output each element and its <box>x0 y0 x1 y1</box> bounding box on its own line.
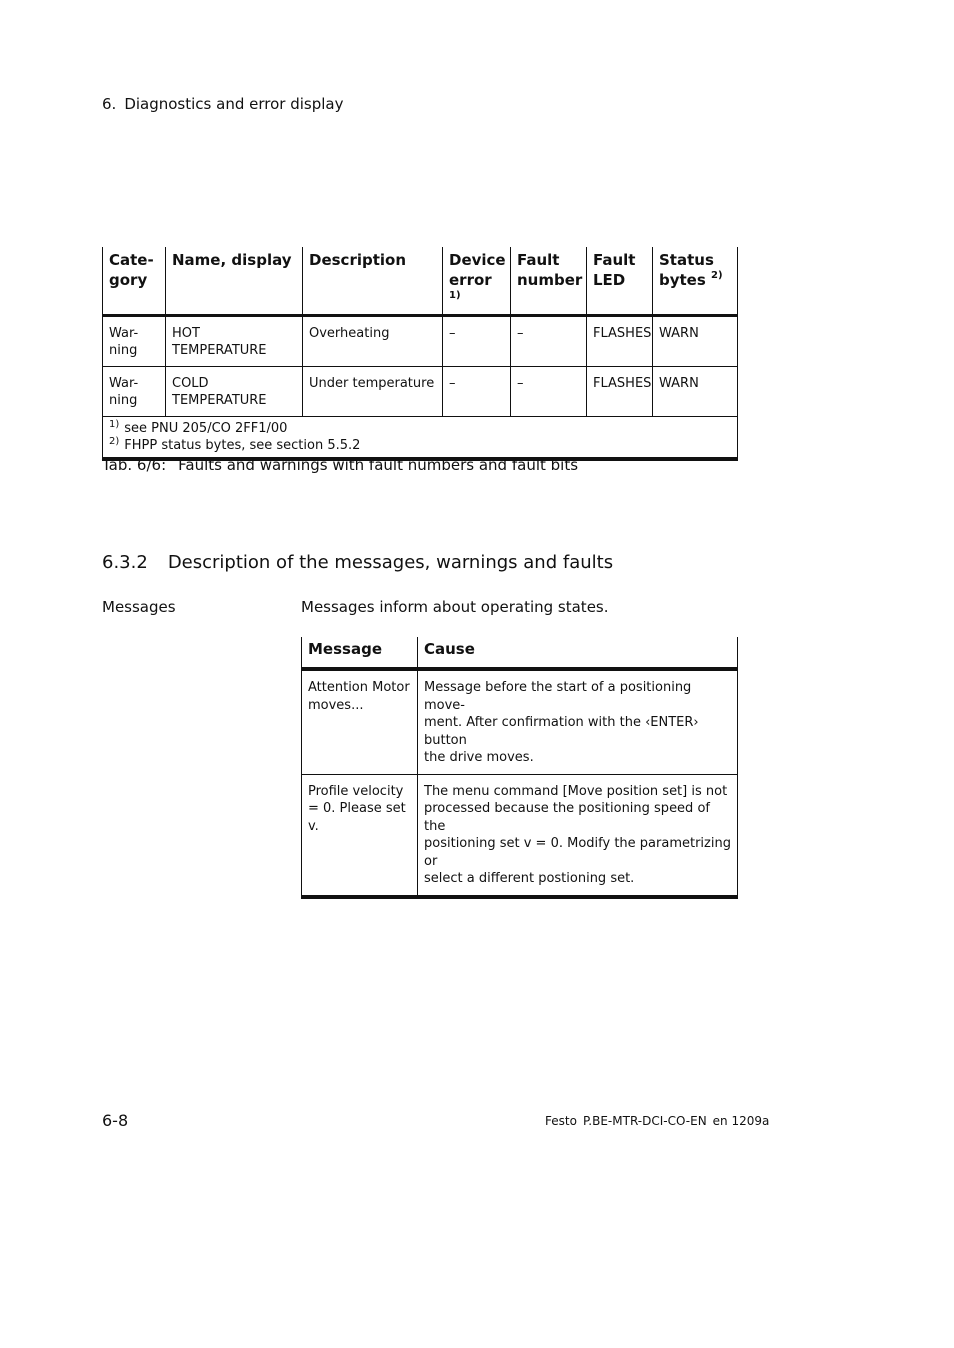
cell-fault-number: – <box>511 316 587 367</box>
cell-status-bytes: WARN <box>653 367 738 417</box>
cell-device-error: – <box>443 316 511 367</box>
messages-table <box>301 637 738 899</box>
col-header-device-error: Device error $^{1)}$ <box>443 247 511 316</box>
cell-status-bytes: WARN <box>653 316 738 367</box>
cell-fault-led: FLASHES <box>587 316 653 367</box>
cell-name-display: COLD TEMPERATURE <box>166 367 303 417</box>
section-heading <box>102 552 613 573</box>
col-header-name-display: Name, display <box>166 247 303 316</box>
cell-cause: The menu command [Move position set] is not processed because the positioning speed of the positioning set v = 0. Modify the parametrizing or select a different postioning set. <box>418 774 738 897</box>
footnote-1: $^{1)}$ see PNU 205/CO 2FF1/00 <box>109 419 288 436</box>
cell-fault-led: FLASHES <box>587 367 653 417</box>
footnote-ref: 2) <box>711 270 723 281</box>
footer-company: Festo <box>545 1114 577 1128</box>
messages-table-header-row <box>302 637 738 669</box>
table-row <box>103 316 738 367</box>
table-caption <box>102 456 578 474</box>
footnotes-row <box>103 417 738 460</box>
cell-description: Overheating <box>303 316 443 367</box>
footnote-ref: 1) <box>449 290 461 301</box>
cell-category: War- ning <box>103 367 166 417</box>
col-header-fault-led: Fault LED <box>587 247 653 316</box>
cell-device-error: – <box>443 367 511 417</box>
faults-table <box>102 247 738 461</box>
cell-cause: Message before the start of a positioning move- ment. After confirmation with the ‹ENTER› button the drive moves. <box>418 669 738 774</box>
cell-description: Under temperature <box>303 367 443 417</box>
col-header-category: Cate- gory <box>103 247 166 316</box>
page-number: 6-8 <box>102 1111 129 1130</box>
cell-message: Profile velocity = 0. Please set v. <box>302 774 418 897</box>
footer-doc-info <box>545 1114 775 1128</box>
caption-text: Faults and warnings with fault numbers and fault bits <box>178 456 579 474</box>
margin-label: Messages <box>102 598 176 616</box>
table-row <box>302 669 738 774</box>
col-header-cause: Cause <box>418 637 738 669</box>
col-header-message: Message <box>302 637 418 669</box>
cell-fault-number: – <box>511 367 587 417</box>
cell-message: Attention Motor moves... <box>302 669 418 774</box>
footer-edition: en 1209a <box>712 1114 770 1128</box>
table-row <box>302 774 738 897</box>
footnote-2: $^{2)}$ FHPP status bytes, see section 5.5.2 <box>109 436 361 453</box>
footnotes <box>103 417 738 460</box>
section-number: 6.3.2 <box>102 552 148 573</box>
faults-table-header-row <box>103 247 738 316</box>
col-header-status-bytes: Status bytes $^{2)}$ <box>653 247 738 316</box>
chapter-number: 6. <box>102 95 117 113</box>
footer-doc-id: P.BE-MTR-DCI-CO-EN <box>582 1114 707 1128</box>
col-header-fault-number: Fault number <box>511 247 587 316</box>
cell-name-display: HOT TEMPERATURE <box>166 316 303 367</box>
table-row <box>103 367 738 417</box>
intro-paragraph: Messages inform about operating states. <box>301 598 609 616</box>
cell-category: War- ning <box>103 316 166 367</box>
col-header-description: Description <box>303 247 443 316</box>
section-title: Description of the messages, warnings and faults <box>167 552 614 573</box>
caption-label: Tab. 6/6: <box>102 456 167 474</box>
running-header <box>102 95 343 113</box>
chapter-title: Diagnostics and error display <box>124 95 344 113</box>
